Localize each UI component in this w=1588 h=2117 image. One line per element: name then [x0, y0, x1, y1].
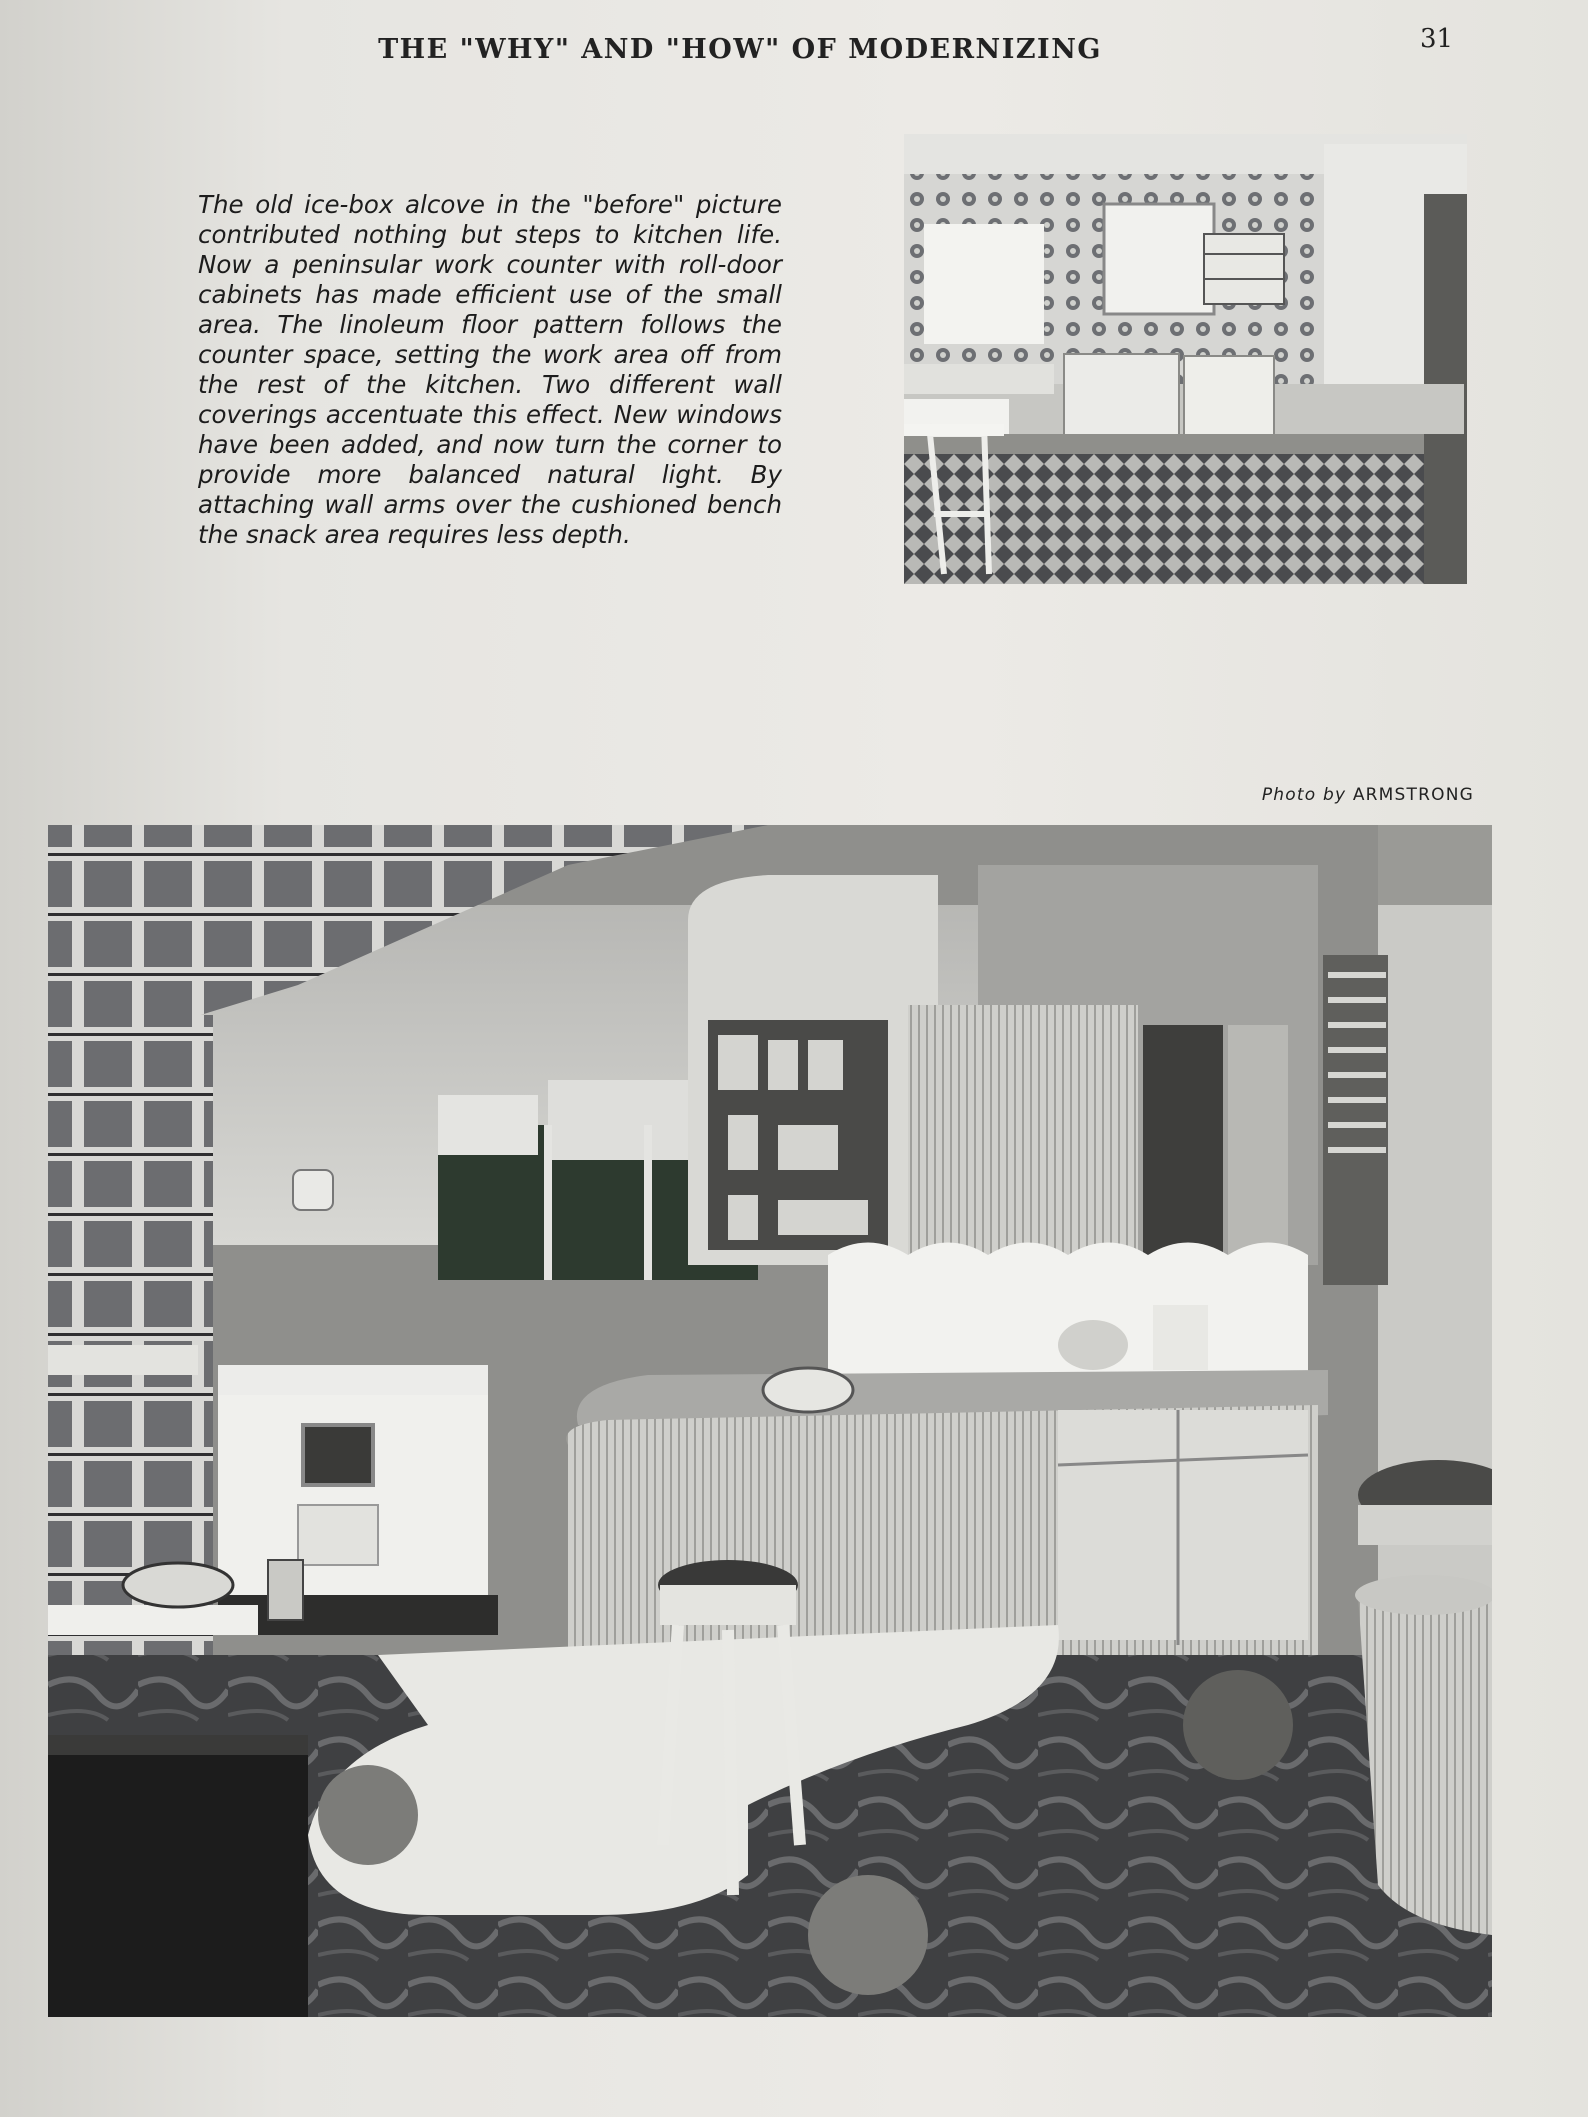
page-number: 31: [1420, 24, 1454, 54]
photo-caption: The old ice-box alcove in the "before" picture contributed nothing but steps to kitchen life. Now a peninsular work counter with roll-door cabinets has made efficient use of the small area. The linoleum floor pattern follows the counter space, setting the work area off from the rest of the kitchen. Two different wall coverings accentuate this effect. New windows have been added, and now turn the corner to provide more balanced natural light. By attaching wall arms over the cushioned bench the snack area requires less depth.: [198, 190, 782, 549]
running-title: THE "WHY" AND "HOW" OF MODERNIZING: [378, 34, 1102, 65]
photo-credit: [1120, 785, 1474, 805]
before-kitchen-photo: [904, 134, 1467, 584]
photo-credit-prefix: Photo by: [1261, 785, 1347, 805]
after-kitchen-photo: [48, 825, 1492, 2017]
before-kitchen-photo-icon: [904, 134, 1467, 584]
photo-credit-name: ARMSTRONG: [1352, 785, 1474, 805]
after-kitchen-photo-icon: [48, 825, 1492, 2017]
